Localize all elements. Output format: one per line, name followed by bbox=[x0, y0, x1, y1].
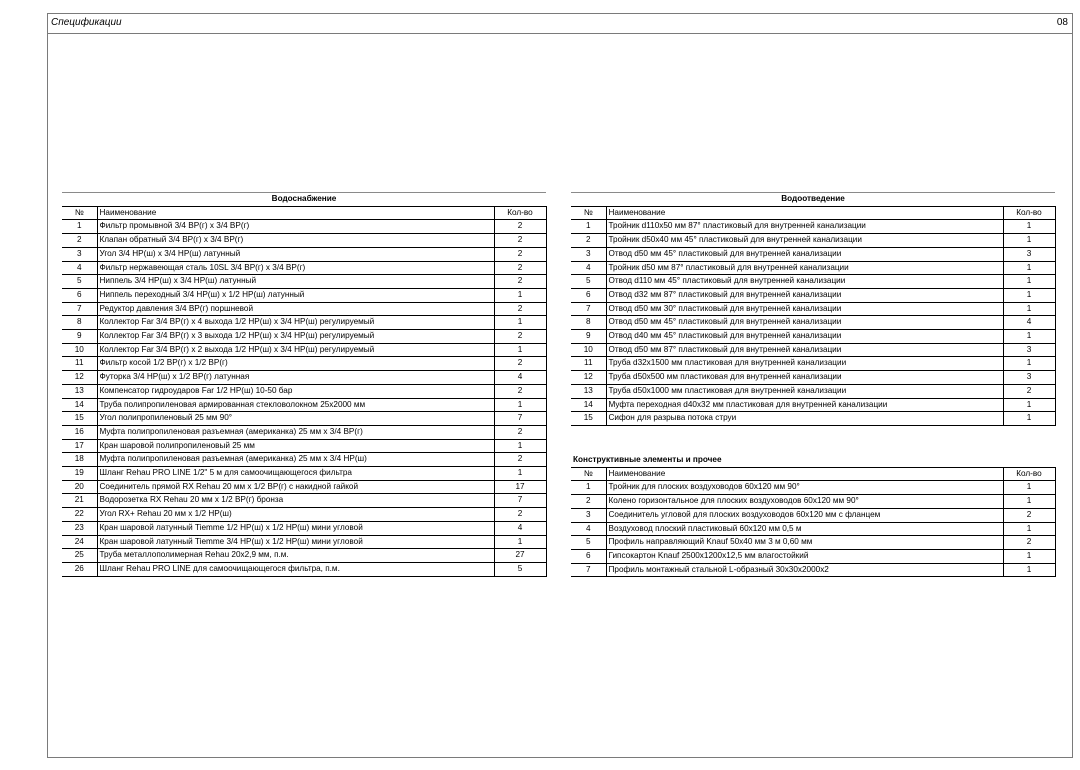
table-row bbox=[571, 275, 1055, 289]
table-row bbox=[62, 371, 546, 385]
table-row bbox=[62, 343, 546, 357]
table-row bbox=[571, 412, 1055, 426]
item-quantity: 1 bbox=[1003, 288, 1055, 302]
table-row bbox=[571, 508, 1055, 522]
table-row bbox=[571, 357, 1055, 371]
row-number: 15 bbox=[62, 412, 97, 426]
row-number: 3 bbox=[571, 247, 606, 261]
table-row bbox=[62, 412, 546, 426]
item-quantity: 2 bbox=[1003, 536, 1055, 550]
item-name: Труба металлополимерная Rehau 20х2,9 мм, п.м. bbox=[97, 549, 494, 563]
item-name: Клапан обратный 3/4 ВР(г) х 3/4 ВР(г) bbox=[97, 234, 494, 248]
item-quantity: 2 bbox=[494, 384, 546, 398]
item-quantity: 2 bbox=[494, 425, 546, 439]
item-name: Отвод d32 мм 87° пластиковый для внутренней канализации bbox=[606, 288, 1003, 302]
item-name: Тройник d110х50 мм 87° пластиковый для внутренней канализации bbox=[606, 220, 1003, 234]
item-name: Ниппель переходный 3/4 НР(ш) х 1/2 НР(ш) латунный bbox=[97, 288, 494, 302]
table-row bbox=[62, 261, 546, 275]
item-name: Муфта полипропиленовая разъемная (американка) 25 мм х 3/4 НР(ш) bbox=[97, 453, 494, 467]
row-number: 5 bbox=[571, 275, 606, 289]
table-row bbox=[62, 302, 546, 316]
item-name: Коллектор Far 3/4 ВР(г) х 4 выхода 1/2 НР(ш) х 3/4 НР(ш) регулируемый bbox=[97, 316, 494, 330]
row-number: 1 bbox=[571, 220, 606, 234]
col-qty-header: Кол-во bbox=[1003, 467, 1055, 481]
table-row bbox=[62, 521, 546, 535]
item-quantity: 1 bbox=[1003, 495, 1055, 509]
item-name: Труба d32х1500 мм пластиковая для внутренней канализации bbox=[606, 357, 1003, 371]
col-number-header: № bbox=[571, 467, 606, 481]
item-name: Кран шаровой полипропиленовый 25 мм bbox=[97, 439, 494, 453]
item-quantity: 1 bbox=[494, 316, 546, 330]
row-number: 5 bbox=[62, 275, 97, 289]
item-name: Угол RX+ Rehau 20 мм х 1/2 НР(ш) bbox=[97, 508, 494, 522]
item-name: Муфта полипропиленовая разъемная (американка) 25 мм х 3/4 ВР(г) bbox=[97, 425, 494, 439]
item-name: Фильтр нержавеющая сталь 10SL 3/4 ВР(г) х 3/4 ВР(г) bbox=[97, 261, 494, 275]
table-row bbox=[571, 398, 1055, 412]
row-number: 19 bbox=[62, 467, 97, 481]
item-quantity: 17 bbox=[494, 480, 546, 494]
row-number: 5 bbox=[571, 536, 606, 550]
row-number: 3 bbox=[62, 247, 97, 261]
table-row bbox=[62, 357, 546, 371]
item-quantity: 4 bbox=[1003, 316, 1055, 330]
item-quantity: 1 bbox=[494, 288, 546, 302]
table-row bbox=[62, 494, 546, 508]
col-qty-header: Кол-во bbox=[1003, 206, 1055, 220]
table-row bbox=[571, 563, 1055, 577]
table-row bbox=[571, 302, 1055, 316]
row-number: 4 bbox=[571, 261, 606, 275]
table-row bbox=[62, 535, 546, 549]
table-title: Конструктивные элементы и прочее bbox=[571, 454, 1055, 467]
row-number: 4 bbox=[571, 522, 606, 536]
row-number: 26 bbox=[62, 562, 97, 576]
table-row bbox=[62, 330, 546, 344]
item-name: Коллектор Far 3/4 ВР(г) х 2 выхода 1/2 НР(ш) х 3/4 НР(ш) регулируемый bbox=[97, 343, 494, 357]
table-row bbox=[571, 384, 1055, 398]
column-header-row bbox=[62, 206, 546, 220]
column-header-row bbox=[571, 206, 1055, 220]
item-quantity: 2 bbox=[494, 247, 546, 261]
item-quantity: 2 bbox=[1003, 384, 1055, 398]
row-number: 2 bbox=[62, 234, 97, 248]
item-quantity: 1 bbox=[494, 343, 546, 357]
row-number: 6 bbox=[571, 288, 606, 302]
item-quantity: 1 bbox=[494, 467, 546, 481]
table-row bbox=[571, 330, 1055, 344]
table-row bbox=[571, 371, 1055, 385]
row-number: 7 bbox=[571, 563, 606, 577]
item-name: Угол 3/4 НР(ш) х 3/4 НР(ш) латунный bbox=[97, 247, 494, 261]
row-number: 22 bbox=[62, 508, 97, 522]
item-quantity: 2 bbox=[494, 220, 546, 234]
item-quantity: 1 bbox=[1003, 234, 1055, 248]
item-quantity: 4 bbox=[494, 521, 546, 535]
table-row bbox=[62, 549, 546, 563]
item-name: Футорка 3/4 НР(ш) х 1/2 ВР(г) латунная bbox=[97, 371, 494, 385]
row-number: 17 bbox=[62, 439, 97, 453]
table-row bbox=[62, 480, 546, 494]
drainage-table bbox=[571, 192, 1056, 426]
col-name-header: Наименование bbox=[606, 206, 1003, 220]
table-row bbox=[62, 398, 546, 412]
table-row bbox=[571, 343, 1055, 357]
row-number: 25 bbox=[62, 549, 97, 563]
row-number: 8 bbox=[571, 316, 606, 330]
item-quantity: 1 bbox=[1003, 330, 1055, 344]
item-name: Отвод d110 мм 45° пластиковый для внутренней канализации bbox=[606, 275, 1003, 289]
page-title: Спецификации bbox=[51, 17, 122, 28]
row-number: 7 bbox=[62, 302, 97, 316]
row-number: 3 bbox=[571, 508, 606, 522]
item-name: Угол полипропиленовый 25 мм 90° bbox=[97, 412, 494, 426]
table-row bbox=[62, 562, 546, 576]
row-number: 16 bbox=[62, 425, 97, 439]
item-name: Труба d50х1000 мм пластиковая для внутренней канализации bbox=[606, 384, 1003, 398]
item-quantity: 2 bbox=[494, 453, 546, 467]
table-row bbox=[571, 220, 1055, 234]
item-name: Гипсокартон Knauf 2500х1200х12,5 мм влагостойкий bbox=[606, 549, 1003, 563]
item-quantity: 1 bbox=[1003, 302, 1055, 316]
item-name: Колено горизонтальное для плоских воздуховодов 60х120 мм 90° bbox=[606, 495, 1003, 509]
item-name: Компенсатор гидроударов Far 1/2 НР(ш) 10-50 бар bbox=[97, 384, 494, 398]
item-quantity: 2 bbox=[494, 357, 546, 371]
item-quantity: 2 bbox=[494, 261, 546, 275]
row-number: 4 bbox=[62, 261, 97, 275]
row-number: 12 bbox=[62, 371, 97, 385]
row-number: 10 bbox=[62, 343, 97, 357]
item-quantity: 1 bbox=[494, 535, 546, 549]
item-quantity: 4 bbox=[494, 371, 546, 385]
item-name: Отвод d50 мм 45° пластиковый для внутренней канализации bbox=[606, 247, 1003, 261]
item-name: Отвод d40 мм 45° пластиковый для внутренней канализации bbox=[606, 330, 1003, 344]
item-name: Коллектор Far 3/4 ВР(г) х 3 выхода 1/2 НР(ш) х 3/4 НР(ш) регулируемый bbox=[97, 330, 494, 344]
table-row bbox=[62, 453, 546, 467]
row-number: 21 bbox=[62, 494, 97, 508]
table-title: Водоотведение bbox=[571, 193, 1055, 207]
item-quantity: 1 bbox=[1003, 275, 1055, 289]
item-name: Фильтр косой 1/2 ВР(г) х 1/2 ВР(г) bbox=[97, 357, 494, 371]
table-row bbox=[571, 549, 1055, 563]
table-row bbox=[571, 247, 1055, 261]
item-quantity: 27 bbox=[494, 549, 546, 563]
table-row bbox=[62, 247, 546, 261]
item-quantity: 2 bbox=[494, 302, 546, 316]
row-number: 8 bbox=[62, 316, 97, 330]
item-name: Тройник d50 мм 87° пластиковый для внутренней канализации bbox=[606, 261, 1003, 275]
item-quantity: 2 bbox=[494, 508, 546, 522]
table-row bbox=[62, 220, 546, 234]
item-name: Кран шаровой латунный Tiemme 1/2 НР(ш) х 1/2 НР(ш) мини угловой bbox=[97, 521, 494, 535]
column-header-row bbox=[571, 467, 1055, 481]
item-name: Тройник для плоских воздуховодов 60х120 мм 90° bbox=[606, 481, 1003, 495]
item-name: Профиль монтажный стальной L-образный 30х30х2000х2 bbox=[606, 563, 1003, 577]
item-name: Профиль направляющий Knauf 50х40 мм 3 м 0,60 мм bbox=[606, 536, 1003, 550]
row-number: 15 bbox=[571, 412, 606, 426]
table-row bbox=[62, 467, 546, 481]
row-number: 6 bbox=[571, 549, 606, 563]
col-name-header: Наименование bbox=[606, 467, 1003, 481]
item-name: Сифон для разрыва потока струи bbox=[606, 412, 1003, 426]
sheet-header bbox=[48, 14, 1072, 34]
table-row bbox=[571, 522, 1055, 536]
item-quantity: 3 bbox=[1003, 343, 1055, 357]
item-quantity: 1 bbox=[1003, 261, 1055, 275]
item-quantity: 3 bbox=[1003, 371, 1055, 385]
row-number: 1 bbox=[571, 481, 606, 495]
row-number: 23 bbox=[62, 521, 97, 535]
row-number: 2 bbox=[571, 495, 606, 509]
row-number: 18 bbox=[62, 453, 97, 467]
item-name: Кран шаровой латунный Tiemme 3/4 НР(ш) х 1/2 НР(ш) мини угловой bbox=[97, 535, 494, 549]
table-row bbox=[62, 288, 546, 302]
item-quantity: 2 bbox=[494, 275, 546, 289]
row-number: 13 bbox=[62, 384, 97, 398]
item-quantity: 3 bbox=[1003, 247, 1055, 261]
table-row bbox=[571, 495, 1055, 509]
row-number: 13 bbox=[571, 384, 606, 398]
row-number: 10 bbox=[571, 343, 606, 357]
item-quantity: 2 bbox=[1003, 508, 1055, 522]
table-row bbox=[571, 288, 1055, 302]
table-row bbox=[62, 316, 546, 330]
col-number-header: № bbox=[571, 206, 606, 220]
table-row bbox=[571, 316, 1055, 330]
item-name: Воздуховод плоский пластиковый 60х120 мм 0,5 м bbox=[606, 522, 1003, 536]
item-name: Редуктор давления 3/4 ВР(г) поршневой bbox=[97, 302, 494, 316]
table-row bbox=[62, 384, 546, 398]
item-name: Отвод d50 мм 87° пластиковый для внутренней канализации bbox=[606, 343, 1003, 357]
row-number: 12 bbox=[571, 371, 606, 385]
item-name: Ниппель 3/4 НР(ш) х 3/4 НР(ш) латунный bbox=[97, 275, 494, 289]
item-quantity: 2 bbox=[494, 234, 546, 248]
table-row bbox=[62, 275, 546, 289]
item-quantity: 2 bbox=[494, 330, 546, 344]
item-quantity: 1 bbox=[1003, 220, 1055, 234]
structural-table bbox=[571, 454, 1056, 577]
item-quantity: 1 bbox=[1003, 412, 1055, 426]
row-number: 14 bbox=[62, 398, 97, 412]
item-quantity: 1 bbox=[1003, 549, 1055, 563]
table-row bbox=[62, 508, 546, 522]
row-number: 1 bbox=[62, 220, 97, 234]
item-quantity: 7 bbox=[494, 412, 546, 426]
item-name: Шланг Rehau PRO LINE 1/2" 5 м для самоочищающегося фильтра bbox=[97, 467, 494, 481]
item-quantity: 7 bbox=[494, 494, 546, 508]
item-name: Соединитель угловой для плоских воздуховодов 60х120 мм с фланцем bbox=[606, 508, 1003, 522]
item-name: Труба полипропиленовая армированная стекловолокном 25х2000 мм bbox=[97, 398, 494, 412]
table-row bbox=[62, 425, 546, 439]
table-row bbox=[571, 536, 1055, 550]
row-number: 11 bbox=[571, 357, 606, 371]
table-row bbox=[62, 234, 546, 248]
item-name: Отвод d50 мм 45° пластиковый для внутренней канализации bbox=[606, 316, 1003, 330]
item-name: Муфта переходная d40х32 мм пластиковая для внутренней канализации bbox=[606, 398, 1003, 412]
item-quantity: 1 bbox=[494, 398, 546, 412]
table-row bbox=[571, 481, 1055, 495]
row-number: 9 bbox=[571, 330, 606, 344]
item-quantity: 1 bbox=[1003, 522, 1055, 536]
row-number: 20 bbox=[62, 480, 97, 494]
row-number: 9 bbox=[62, 330, 97, 344]
row-number: 24 bbox=[62, 535, 97, 549]
row-number: 2 bbox=[571, 234, 606, 248]
table-row bbox=[571, 261, 1055, 275]
item-quantity: 5 bbox=[494, 562, 546, 576]
item-quantity: 1 bbox=[494, 439, 546, 453]
col-name-header: Наименование bbox=[97, 206, 494, 220]
item-name: Тройник d50х40 мм 45° пластиковый для внутренней канализации bbox=[606, 234, 1003, 248]
table-title: Водоснабжение bbox=[62, 193, 546, 207]
item-quantity: 1 bbox=[1003, 398, 1055, 412]
item-name: Водорозетка RX Rehau 20 мм х 1/2 ВР(г) бронза bbox=[97, 494, 494, 508]
item-name: Соединитель прямой RX Rehau 20 мм х 1/2 ВР(г) с накидной гайкой bbox=[97, 480, 494, 494]
col-number-header: № bbox=[62, 206, 97, 220]
item-quantity: 1 bbox=[1003, 563, 1055, 577]
row-number: 7 bbox=[571, 302, 606, 316]
row-number: 11 bbox=[62, 357, 97, 371]
table-row bbox=[571, 234, 1055, 248]
item-quantity: 1 bbox=[1003, 357, 1055, 371]
item-quantity: 1 bbox=[1003, 481, 1055, 495]
row-number: 14 bbox=[571, 398, 606, 412]
col-qty-header: Кол-во bbox=[494, 206, 546, 220]
item-name: Фильтр промывной 3/4 ВР(г) х 3/4 ВР(г) bbox=[97, 220, 494, 234]
table-row bbox=[62, 439, 546, 453]
item-name: Отвод d50 мм 30° пластиковый для внутренней канализации bbox=[606, 302, 1003, 316]
row-number: 6 bbox=[62, 288, 97, 302]
water-supply-table bbox=[62, 192, 547, 577]
item-name: Труба d50х500 мм пластиковая для внутренней канализации bbox=[606, 371, 1003, 385]
page-number: 08 bbox=[1056, 17, 1068, 28]
item-name: Шланг Rehau PRO LINE для самоочищающегося фильтра, п.м. bbox=[97, 562, 494, 576]
